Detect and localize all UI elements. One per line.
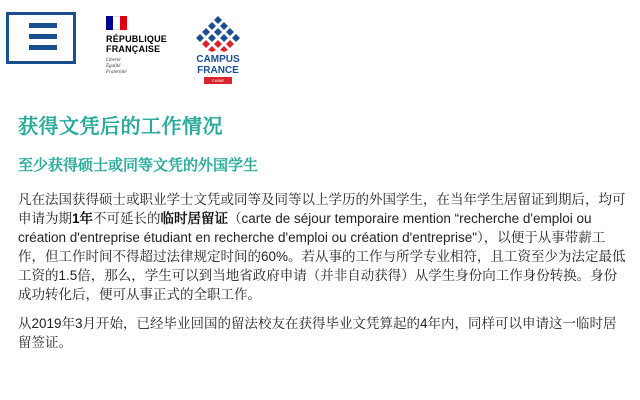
republique-title-line1: RÉPUBLIQUE xyxy=(106,34,168,44)
paragraph-2: 从2019年3月开始，已经毕业回国的留法校友在获得毕业文凭算起的4年内，同样可以申请这一临时居留签证。 xyxy=(18,316,617,350)
paragraph-1-text-c: 不可延长的 xyxy=(93,211,161,226)
page-title: 获得文凭后的工作情况 xyxy=(18,114,223,138)
section-subtitle: 至少获得硕士或同等文凭的外国学生 xyxy=(18,156,259,174)
republique-francaise-logo[interactable] xyxy=(104,16,184,86)
republique-title xyxy=(106,34,186,54)
motto-liberte: Liberté xyxy=(106,58,121,63)
hamburger-icon-bar xyxy=(29,45,57,50)
campus-france-line1: CAMPUS xyxy=(196,54,240,65)
hamburger-icon-bar xyxy=(29,34,57,39)
hamburger-icon xyxy=(29,23,57,28)
menu-button[interactable] xyxy=(6,12,76,64)
site-header xyxy=(0,0,640,96)
marianne-flag-icon xyxy=(106,16,128,30)
motto-egalite: Égalité xyxy=(106,64,121,69)
campus-france-logo[interactable] xyxy=(188,16,248,88)
paragraph-1 xyxy=(18,190,628,304)
campus-france-line2: FRANCE xyxy=(197,65,239,76)
paragraph-1-text-e: （carte de séjour temporaire mention “recherche d'emploi ou création d'entreprise étudiant en recherche d'emploi ou création d'entreprise"），以便于从事带薪工作，但工作时间不得超过法律规定时间的60%。若从事的工作与所学专业相符，且工资至少为法定最低工资的1.5倍，那么，学生可以到当地省政府申请（并非自动获得）从学生身份向工作身份转换。身份成功转化后，便可从事正式的全职工作。 xyxy=(18,211,626,302)
motto-fraternite: Fraternité xyxy=(106,70,127,75)
paragraph-1-text-a: 凡在法国获得硕士或职业学士文凭或同等及同等以上学历的外国学生，在当年学生居留证到期后，均可申请为期 xyxy=(18,192,626,226)
campus-france-wordmark xyxy=(188,54,248,76)
republique-title-line2: FRANÇAISE xyxy=(106,44,161,54)
main-content xyxy=(18,112,628,362)
campus-france-diamond-icon xyxy=(194,16,242,52)
paragraph-1-bold-duration: 1年 xyxy=(72,211,94,226)
campus-france-chine-badge: CHINE xyxy=(204,77,232,84)
paragraph-1-bold-permit: 临时居留证 xyxy=(160,211,229,226)
republique-motto xyxy=(106,58,166,76)
